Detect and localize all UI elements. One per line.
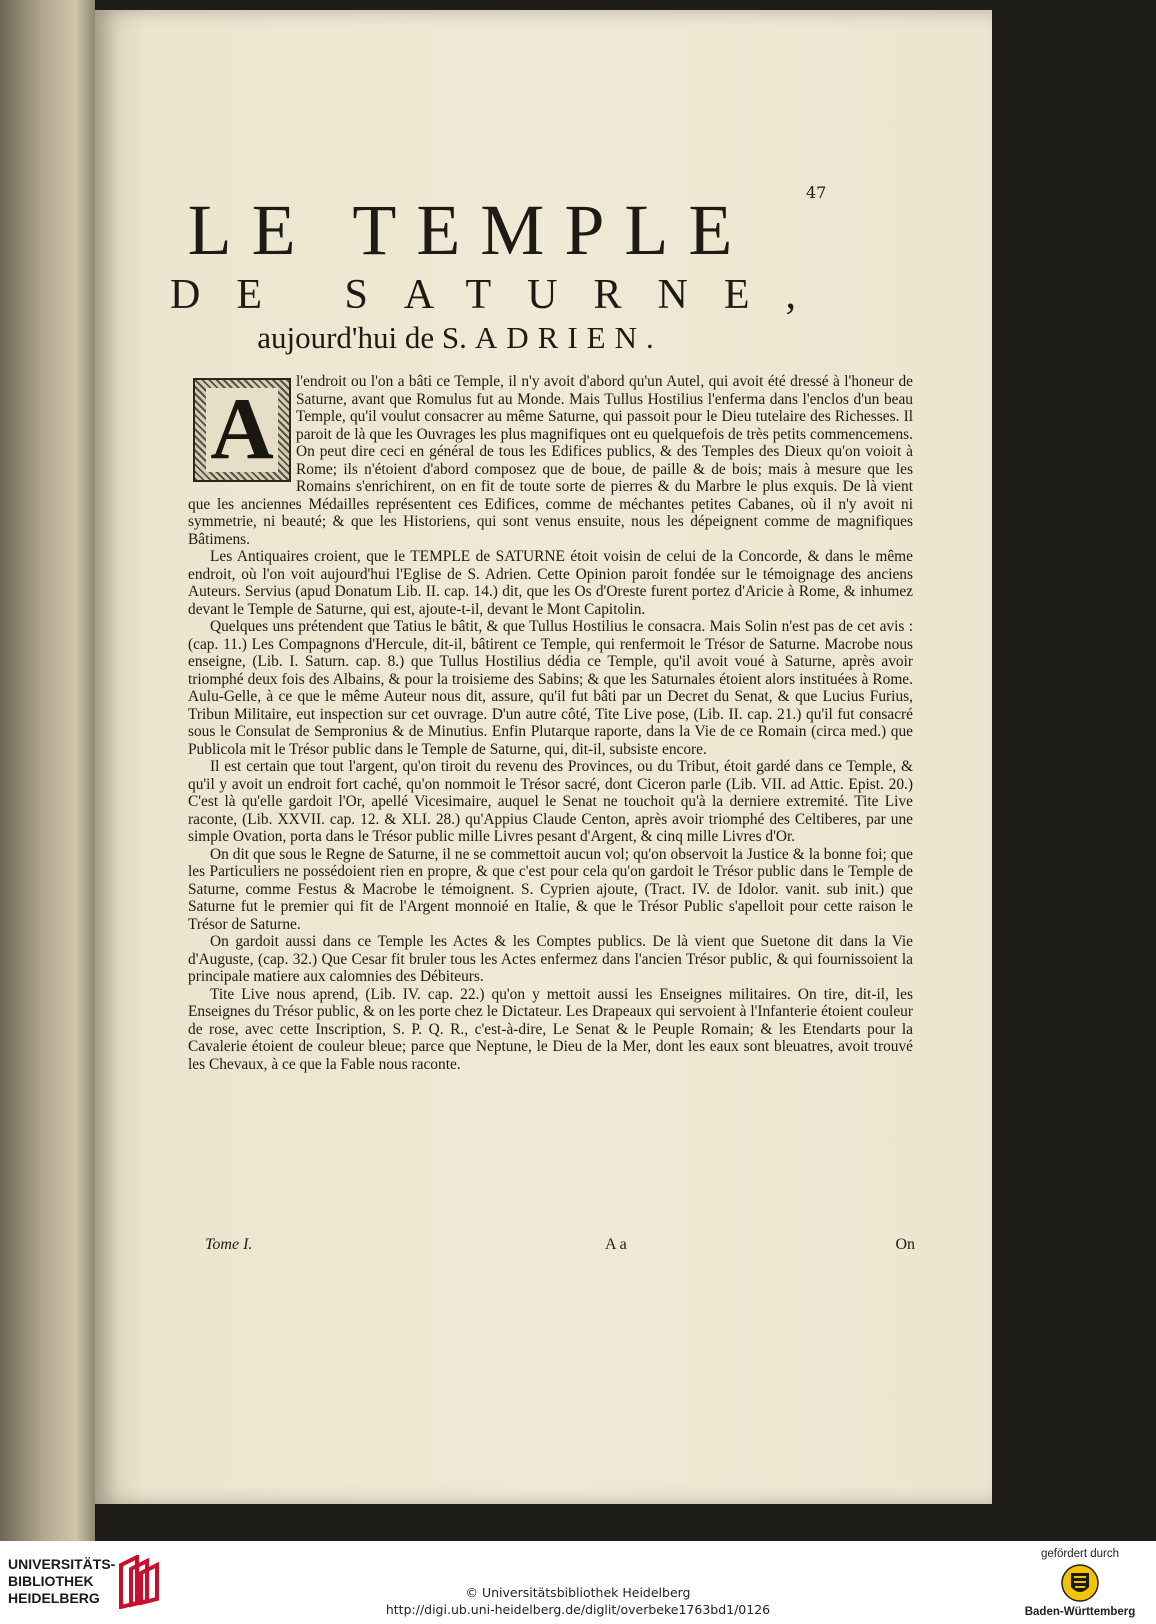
title-line-3-prefix: aujourd'hui de S. [257,320,467,355]
funder-name: Baden-Württemberg [1024,1606,1136,1618]
state-crest-icon [1060,1563,1100,1603]
title-line-3 [200,320,720,356]
paragraph-3: Quelques uns prétendent que Tatius le bâtit, & que Tullus Hostilius le consacra. Mais Solin n'est pas de cet avis : (cap. 11.) Les Compagnons d'Hercule, dit-il, bâtirent ce Temple, qui renfermoit le Trésor de Saturne. Macrobe nous enseigne, (Lib. I. Saturn. cap. 8.) que Tullus Hostilius dédia ce Temple, qu'il avoit voué à Saturne, après avoir triomphé deux fois des Albains, & pour la troisieme des Sabins; & que les Saturnales étoient alors instituées à Rome. Aulu-Gelle, à ce que le même Auteur nous dit, assure, qu'il fut bâti par un Decret du Senat, & que Lucius Furius, Tribun Militaire, eut inspection sur cet ouvrage. D'un autre côté, Tite Live pose, (Lib. II. cap. 21.) qu'il fut consacré sous le Consulat de Sempronius & de Minutius. Enfin Plutarque raporte, dans la Vie de ce Romain (circa med.) que Publicola mit le Trésor public dans le Temple de Saturne, qui, dit-il, subsiste encore. [188,618,913,758]
drop-cap-letter: A [206,388,278,472]
library-logo-icon[interactable] [117,1555,159,1609]
title-line-2: DE SATURNE, [170,272,833,318]
footer-signature: A a [605,1236,627,1253]
footer-tome: Tome I. [205,1236,253,1253]
paragraph-2: Les Antiquaires croient, que le TEMPLE de SATURNE étoit voisin de celui de la Concorde, & dans le même endroit, où l'on voit aujourd'hui l'Eglise de S. Adrien. Cette Opinion paroit fondée sur le témoignage des anciens Auteurs. Servius (apud Donatum Lib. II. cap. 14.) dit, que les Os d'Oreste furent portez d'Aricie à Rome, & inhumez devant le Temple de Saturne, qui est, ajoute-t-il, devant le Mont Capitolin. [188,548,913,618]
footer-catchword: On [895,1236,915,1253]
page-footer [205,1236,915,1256]
paragraph-4: Il est certain que tout l'argent, qu'on tiroit du revenu des Provinces, ou du Tribut, étoit gardé dans ce Temple, & qu'il y avoit un endroit fort caché, qu'on nommoit le Trésor sacré, dont Ciceron parle (Lib. VII. ad Attic. Epist. 20.) C'est là qu'elle gardoit l'Or, apellé Vicesimaire, auquel le Senat ne touchoit qu'à la derniere extremité. Tite Live raconte, (Lib. XXVII. cap. 12. & XLI. 28.) qu'Appius Claude Centon, après avoir triomphé des Celtiberes, par une simple Ovation, porta dans le Trésor public mille Livres pesant d'Argent, & cinq mille Livres d'Or. [188,758,913,845]
page-number: 47 [806,183,827,202]
library-name-line-2: BIBLIOTHEK [8,1573,94,1589]
paragraph-6: On gardoit aussi dans ce Temple les Actes & les Comptes publics. De là vient que Suetone dit dans la Vie d'Auguste, (cap. 32.) Que Cesar fit bruler tous les Actes enfermez dans l'ancien Trésor public, & qui fournissoient la principale matiere aux calomnies des Débiteurs. [188,933,913,985]
permalink-url[interactable]: http://digi.ub.uni-heidelberg.de/diglit/overbeke1763bd1/0126 [385,1602,771,1617]
title-line-3-caps: ADRIEN. [474,320,663,355]
paragraph-7: Tite Live nous aprend, (Lib. IV. cap. 22.) qu'on y mettoit aussi les Enseignes militaires. On tire, dit-il, les Enseignes du Trésor public, & on les porte chez le Dictateur. Les Drapeaux qui servoient à l'Infanterie étoient couleur de rose, avec cette Inscription, S. P. Q. R., c'est-à-dire, Le Senat & le Peuple Romain; & les Etendarts pour la Cavalerie étoient de couleur bleue; parce que Neptune, le Dieu de la Mer, dont les eaux sont bleuatres, avoit trouvé les Chevaux, à ce que la Fable nous raconte. [188,985,913,1073]
paragraph-5: On dit que sous le Regne de Saturne, il ne se commettoit aucun vol; qu'on observoit la Justice & la bonne foi; que les Particuliers ne possédoient rien en propre, & que c'est pour cela qu'on gardoit le Trésor public dans le Temple de Saturne, comme Festus & Macrobe le témoignent. S. Cyprien ajoute, (Tract. IV. de Idolor. vanit. sub init.) que Saturne fut le premier qui fit de l'Argent monnoié en Italie, & que le Trésor Public s'apelloit pour cette raison le Trésor de Saturne. [188,845,913,933]
library-name-line-1: UNIVERSITÄTS- [8,1556,116,1572]
paragraph-1: l'endroit ou l'on a bâti ce Temple, il n'y avoit d'abord qu'un Autel, qui avoit été dressé à l'honeur de Saturne, avant que Romulus fut au Monde. Mais Tullus Hostilius l'enferma dans l'enclos d'un beau Temple, qu'il voulut consacrer au même Saturne, qui passoit pour le Dieu tutelaire des Richesses. Il paroit de là que les Ouvrages les plus magnifiques ont eu quelquefois de très petits commencemens. On peut dire ceci en général de tous les Edifices publics, & des Temples des Dieux qu'on voioit à Rome; ils n'étoient d'abord composez que de boue, de paille & de bois; mais à mesure que les Romains s'enrichirent, on en fit de toute sorte de pierres & du Marbre le plus exquis. De là vient que les anciennes Médailles représentent ces Edifices, comme de méchantes petites Cabanes, où il n'y avoit ni symmetrie, ni beauté; & que les Historiens, qui sont venus ensuite, nous les dépeignent comme de magnifiques Bâtimens. [188,373,913,548]
left-page-edge [0,0,95,1541]
funded-by-label: gefördert durch [1041,1548,1119,1560]
copyright-text: © Universitätsbibliothek Heidelberg [465,1585,691,1600]
library-name-line-3: HEIDELBERG [8,1590,100,1606]
title-line-1: LE TEMPLE [187,190,753,270]
body-text [188,373,913,1073]
